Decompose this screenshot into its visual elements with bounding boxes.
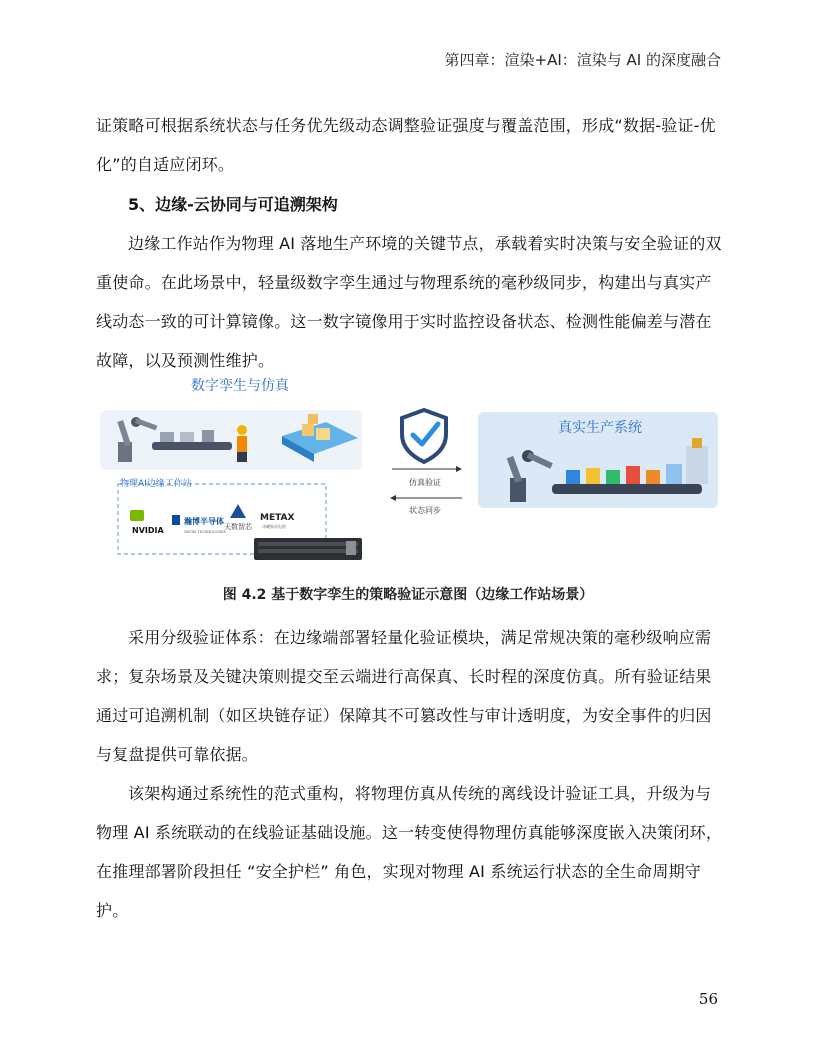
metax-logo (260, 513, 295, 529)
digital-twin-scene (100, 410, 362, 470)
section-title: 5、边缘-云协同与可追溯架构 (128, 195, 338, 214)
chapter-header: 第四章：渲染+AI：渲染与 AI 的深度融合 (444, 51, 721, 69)
real-production-scene (478, 412, 718, 508)
right-title: 真实生产系统 (558, 420, 642, 436)
paragraph-edge-workstation: 边缘工作站作为物理 AI 落地生产环境的关键节点，承载着实时决策与安全验证的双重使命。在此场景中，轻量级数字孪生通过与物理系统的毫秒级同步，构建出与真实产线动态一致的可计算镜像。这一数字镜像用于实时监控设备状态、检测性能偏差与潜在故障，以及预测性维护。 (96, 234, 722, 370)
paragraph-hierarchical-verification: 采用分级验证体系：在边缘端部署轻量化验证模块，满足常规决策的毫秒级响应需求；复杂场景及关键决策则提交至云端进行高保真、长时程的深度仿真。所有验证结果通过可追溯机制（如区块链存证）保障其不可篡改性与审计透明度，为安全事件的归因与复盘提供可靠依据。 (96, 628, 712, 764)
diagram-svg (96, 372, 724, 568)
paragraph-continuation: 证策略可根据系统状态与任务优先级动态调整验证强度与覆盖范围，形成“数据-验证-优化”的自适应闭环。 (96, 116, 716, 174)
svg-text:VASTAI TECHNOLOGIES: VASTAI TECHNOLOGIES (184, 530, 226, 534)
nvidia-logo (130, 510, 164, 535)
left-title: 数字孪生与仿真 (191, 378, 289, 394)
svg-text:瀚博半导体: 瀚博半导体 (184, 517, 224, 526)
arrow-top-label: 仿真验证 (409, 478, 441, 487)
svg-text:沐曦集成电路: 沐曦集成电路 (262, 524, 286, 529)
server-rack-image (254, 538, 362, 560)
figure-digital-twin-diagram (96, 372, 724, 568)
paragraph-architecture-summary: 该架构通过系统性的范式重构，将物理仿真从传统的离线设计验证工具，升级为与物理 AI 系统联动的在线验证基础设施。这一转变使得物理仿真能够深度嵌入决策闭环，在推理部署阶段担任 “安全护栏” 角色，实现对物理 AI 系统运行状态的全生命周期守护。 (96, 784, 723, 920)
arrow-bottom-label: 状态同步 (409, 506, 441, 515)
svg-text:METAX: METAX (260, 513, 295, 523)
sync-arrows (390, 466, 462, 515)
page-number: 56 (698, 990, 718, 1008)
edge-box-label: 物理AI边缘工作站 (120, 479, 192, 489)
vastai-logo (172, 515, 227, 534)
figure-caption: 图 4.2 基于数字孪生的策略验证示意图（边缘工作站场景） (222, 587, 594, 603)
shield-check-icon (402, 410, 446, 462)
iluvatar-logo (224, 504, 253, 531)
svg-text:天数智芯: 天数智芯 (224, 523, 252, 531)
svg-text:NVIDIA: NVIDIA (132, 526, 164, 535)
